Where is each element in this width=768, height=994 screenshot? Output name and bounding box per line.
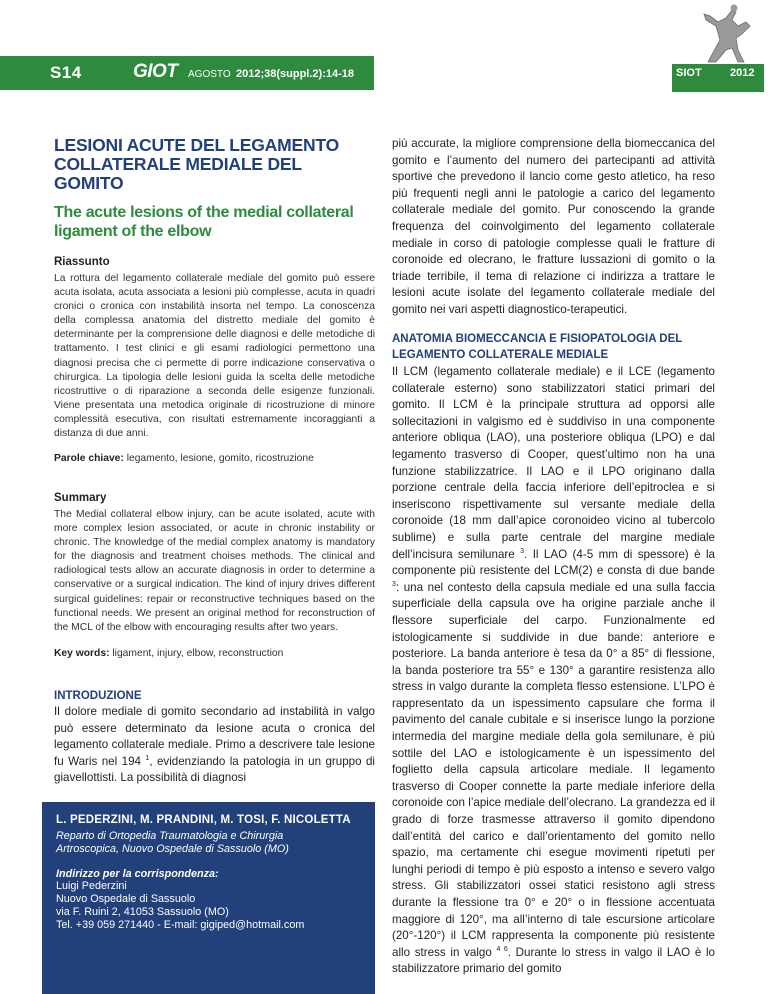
intro-text-part: , evidenziando la patologia in un gruppo di giavellottisti. La possibilità di diagnosi (54, 754, 375, 785)
introduction-continued-text: più accurate, la migliore comprensione della biomeccanica del gomito e l’aumento del numero dei partecipanti ad attività sportive che prevedono il lancio come gesto atletico, ha reso più frequenti negli anni le patologie a carico del legamento collaterale mediale del gomito. Pur conoscendo la grande frequenza del coinvolgimento del legamento collaterale mediale in corso di patologie complesse quali le fratture di coronoide ed olecrano, le fratture lussazioni di gomito o la triade terribile, il tema di relazione ci indirizza a trattare le lesioni acute isolate del legamento collaterale mediale del gomito nei vari aspetti diagnostico-terapeutici. (392, 137, 715, 316)
affiliation (56, 830, 363, 856)
author-box (42, 802, 375, 994)
anatomy-text-part: . Il LAO (4-5 mm di spessore) è la componente più resistente del LCM(2) e consta di due bande (392, 547, 715, 578)
riassunto-heading: Riassunto (54, 256, 110, 268)
riassunto-keywords (54, 452, 375, 466)
correspondence-heading: Indirizzo per la corrispondenza: (56, 868, 219, 880)
citation-ref[interactable]: 3 (520, 547, 525, 555)
summary-text: The Medial collateral elbow injury, can be acute isolated, acute with more complex lesion associated, or acute in chronic instability or chronic. The knowledge of the medial complex anatomy is mandatory for the diagnosis and treatment choises methods. The clinical and radiological tests allow an accurate diagnosis in order to determine a conservative or a surgical indication. The kind of injury drives different surgical guidelines: repair or reconstructive techniques based on the functional needs. We present an original method for reconstruction of the MCL of the elbow with encouraging results after two years. (54, 509, 375, 633)
anatomy-text-part: : una nel contesto della capsula mediale ed una sulla faccia superficiale della capsula ove ha origine parziale anche il flessore superficiale del carpo. Funzionalmente ed istologicamente si suddivide in due bande: anteriore e posteriore. La banda anteriore è tesa da 0° a 85° di flessione, la banda posteriore tra 55° e 130° a garantire resistenza allo stress in valgo durante la completa flesso estensione. L’LPO è rappresentato da un ispessimento capsulare che forma il pavimento del canale cubitale e si inserisce lungo la porzione intermedia del margine mediale della gola semilunare, è più sottile del LAO e istologicamente è un ispessimento del foglietto della capsula articolare mediale. Il legamento trasverso di Cooper connette la parte mediale inferiore della coronoide con l’apice mediale dell’olecrano. La grandezza ed il grado di forze trasmesse attraverso il gomito dipendono dall’entità del carico e dall’orientamento del gomito nello spazio, ma certamente chi esegue movimenti ripetuti per lunghi periodi di tempo è più esposto a intenso e severo valgo stress. Gli stabilizzatori ossei statici resistono agli stress durante la flessione tra 0° e 20° o in flessione accentuata maggiore di 120°, ma all’interno di tale escursione articolare (20°-120°) il LCM rappresenta la componente più resistente allo stress in valgo (392, 580, 715, 959)
citation-ref[interactable]: 1 (145, 754, 150, 762)
anatomy-heading: ANATOMIA BIOMECCANCIA E FISIOPATOLOGIA DEL LEGAMENTO COLLATERALE MEDIALE (392, 333, 683, 361)
title-block (54, 136, 375, 241)
introduction-text (54, 704, 375, 787)
authors: L. PEDERZINI, M. PRANDINI, M. TOSI, F. NICOLETTA (56, 814, 351, 826)
correspondence-name: Luigi Pederzini (56, 880, 127, 892)
congress-logo (672, 4, 764, 92)
riassunto-text: La rottura del legamento collaterale mediale del gomito può essere acuta isolata, acuta associata a lesioni più complesse, acuta in quadri cronici o cronica con instabilità insorta nel tempo. La conoscenza della complessa anatomia del distretto mediale del gomito è determinante per la comprensione delle diagnosi e delle metodiche di trattamento. I test clinici e gli esami radiologici permettono una diagnosi precisa che ci permette di porre indicazione conservativa o chirurgica. La tipologia delle lesioni guida la scelta delle metodiche ricostruttive o di riparazione a seconda delle esigenze funzionali. Viene presentata una metodica originale di ricostruzione di minore complessità esecutiva, con risultati estremamente incoraggianti a distanza di due anni. (54, 273, 375, 440)
title-italian: LESIONI ACUTE DEL LEGAMENTO COLLATERALE MEDIALE DEL GOMITO (54, 135, 339, 193)
intro-text-part: Il dolore mediale di gomito secondario ad instabilità in valgo può essere determinato da lesione acuta o cronica del legamento collaterale mediale. Primo a descrivere tale lesione fu Waris nel 194 (54, 705, 375, 768)
correspondence-address: via F. Ruini 2, 41053 Sassuolo (MO) (56, 906, 229, 918)
logo-text: SIOT (676, 67, 702, 79)
keywords-label: Key words: (54, 648, 110, 659)
affiliation-line: Reparto di Ortopedia Traumatologia e Chirurgia (56, 830, 284, 842)
page-number: S14 (50, 63, 82, 82)
anatomy-text-part: . Durante lo stress in valgo il LAO è lo stabilizzatore primario del gomito (392, 945, 716, 976)
journal-name: GIOT (133, 61, 178, 82)
summary-heading: Summary (54, 492, 107, 504)
keywords-value: legamento, lesione, gomito, ricostruzione (123, 453, 314, 464)
logo-year: 2012 (730, 67, 755, 79)
correspondence-hospital: Nuovo Ospedale di Sassuolo (56, 893, 196, 905)
introduction-heading: INTRODUZIONE (54, 690, 142, 702)
journal-month: AGOSTO (188, 69, 231, 80)
title-english: The acute lesions of the medial collateral ligament of the elbow (54, 204, 354, 240)
discobolus-statue-icon (698, 4, 758, 66)
keywords-value: ligament, injury, elbow, reconstruction (109, 648, 284, 659)
anatomy-text-part: Il LCM (legamento collaterale mediale) e il LCE (legamento collaterale esterno) sono stabilizzatori statici primari del gomito. Il LCM è la principale struttura ad opporsi alle sollecitazioni in valgismo ed è suddiviso in una componente anteriore obliqua (LAO), una posteriore obliqua (LPO) e dal legamento trasverso di Cooper, quest’ultimo non ha una funzione stabilizzatrice. Il LAO e il LPO originano dalla porzione centrale della faccia inferiore dell’epitroclea e si inseriscono rispettivamente sul versante mediale della coronoide (18 mm dall’apice coronoideo vicino al tubercolo sublime) e sulla parte centrale del margine mediale dell’incisura semilunare (392, 365, 715, 561)
keywords-label: Parole chiave: (54, 453, 124, 464)
citation-ref[interactable]: 3 (392, 580, 396, 588)
journal-issue: 2012;38(suppl.2):14-18 (236, 68, 354, 80)
correspondence-contact[interactable]: Tel. +39 059 271440 - E-mail: gigiped@hotmail.com (56, 919, 305, 931)
citation-ref[interactable]: 4 6 (496, 945, 508, 953)
affiliation-line: Artroscopica, Nuovo Ospedale di Sassuolo (MO) (56, 843, 289, 855)
anatomy-text (392, 364, 715, 978)
summary-keywords (54, 647, 375, 661)
